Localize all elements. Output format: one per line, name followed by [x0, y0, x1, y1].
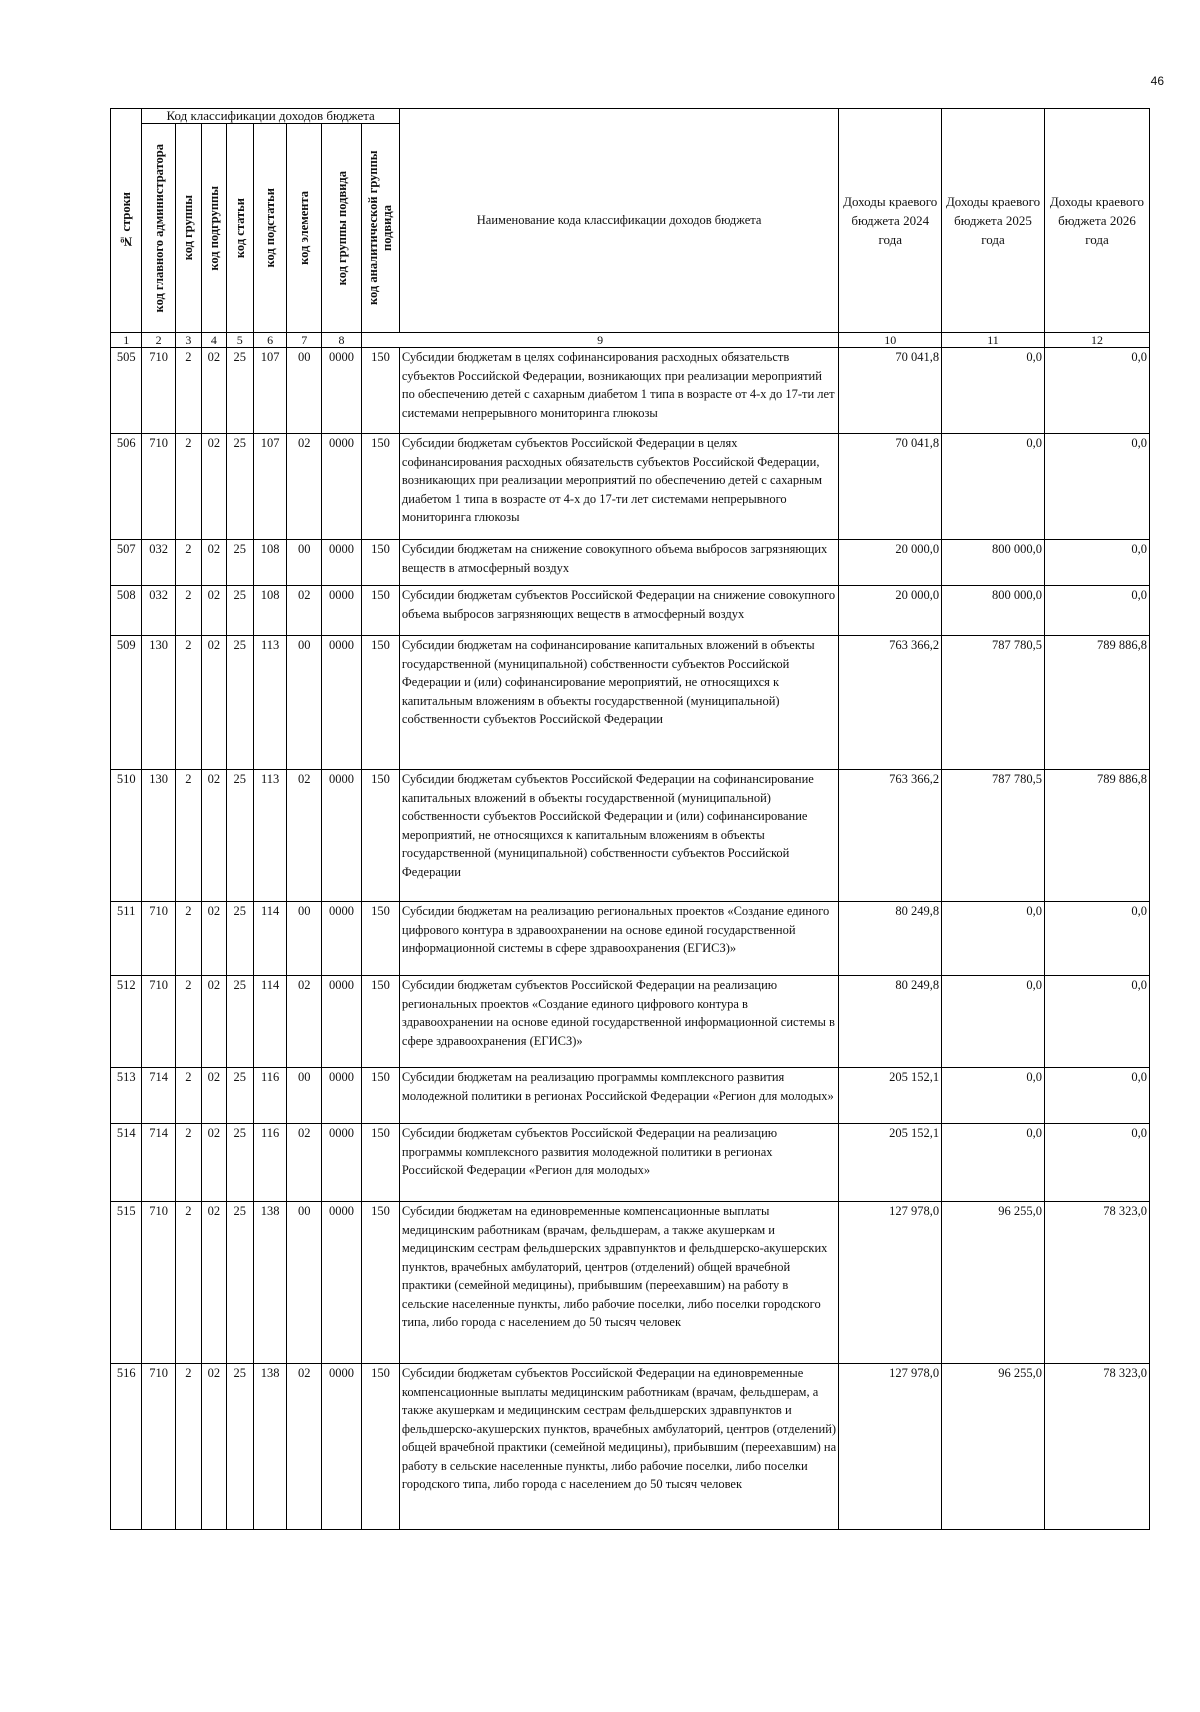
subgroup-code: 02	[201, 902, 226, 976]
admin-code: 710	[142, 1202, 176, 1364]
amount-2025: 787 780,5	[942, 770, 1045, 902]
analytic-group-code: 150	[362, 636, 400, 770]
table-row	[111, 1124, 1150, 1202]
subtype-group-code: 0000	[322, 1124, 362, 1202]
element-code: 00	[287, 348, 322, 434]
element-code: 00	[287, 902, 322, 976]
classification-name: Субсидии бюджетам на снижение совокупного объема выбросов загрязняющих веществ в атмосферный воздух	[399, 540, 838, 586]
classification-name: Субсидии бюджетам субъектов Российской Федерации в целях софинансирования расходных обязательств субъектов Российской Федерации, возникающих при реализации мероприятий по обеспечению детей с сахарным диабетом 1 типа в возрасте от 4-х до 17-ти лет системами непрерывного мониторинга глюкозы	[399, 434, 838, 540]
header-element	[287, 124, 322, 333]
analytic-group-code: 150	[362, 1202, 400, 1364]
amount-2024: 70 041,8	[839, 434, 942, 540]
subarticle-code: 108	[253, 586, 287, 636]
header-subarticle	[253, 124, 287, 333]
row-number: 514	[111, 1124, 142, 1202]
row-number: 516	[111, 1364, 142, 1530]
subtype-group-code: 0000	[322, 586, 362, 636]
amount-2024: 80 249,8	[839, 902, 942, 976]
column-number: 5	[226, 333, 253, 348]
analytic-group-code: 150	[362, 1124, 400, 1202]
analytic-group-code: 150	[362, 902, 400, 976]
classification-name: Субсидии бюджетам субъектов Российской Федерации на софинансирование капитальных вложений в объекты государственной (муниципальной) собственности субъектов Российской Федерации и (или) софинансирование мероприятий, не относящихся к капитальным вложениям в объекты государственной (муниципальной) собственности субъектов Российской Федерации	[399, 770, 838, 902]
row-number: 506	[111, 434, 142, 540]
header-year-2024: Доходы краевого бюджета 2024 года	[839, 109, 942, 333]
amount-2026: 0,0	[1044, 976, 1149, 1068]
subtype-group-code: 0000	[322, 770, 362, 902]
amount-2024: 205 152,1	[839, 1068, 942, 1124]
article-code: 25	[226, 434, 253, 540]
amount-2026: 78 323,0	[1044, 1202, 1149, 1364]
subarticle-code: 116	[253, 1068, 287, 1124]
amount-2025: 96 255,0	[942, 1364, 1045, 1530]
row-number: 515	[111, 1202, 142, 1364]
table-row	[111, 1364, 1150, 1530]
amount-2024: 70 041,8	[839, 348, 942, 434]
column-number: 12	[1044, 333, 1149, 348]
subgroup-code: 02	[201, 434, 226, 540]
header-group-label: код группы	[181, 195, 196, 261]
admin-code: 710	[142, 434, 176, 540]
column-number: 4	[201, 333, 226, 348]
group-code: 2	[175, 540, 201, 586]
article-code: 25	[226, 348, 253, 434]
element-code: 02	[287, 1364, 322, 1530]
subgroup-code: 02	[201, 770, 226, 902]
group-code: 2	[175, 1364, 201, 1530]
group-code: 2	[175, 1124, 201, 1202]
subtype-group-code: 0000	[322, 1068, 362, 1124]
classification-name: Субсидии бюджетам субъектов Российской Федерации на снижение совокупного объема выбросов загрязняющих веществ в атмосферный воздух	[399, 586, 838, 636]
subtype-group-code: 0000	[322, 540, 362, 586]
table-row	[111, 434, 1150, 540]
header-subgroup	[201, 124, 226, 333]
subarticle-code: 138	[253, 1364, 287, 1530]
row-number: 512	[111, 976, 142, 1068]
subarticle-code: 108	[253, 540, 287, 586]
article-code: 25	[226, 976, 253, 1068]
element-code: 00	[287, 540, 322, 586]
header-article-label: код статьи	[232, 197, 247, 259]
analytic-group-code: 150	[362, 1364, 400, 1530]
group-code: 2	[175, 434, 201, 540]
amount-2025: 0,0	[942, 976, 1045, 1068]
classification-name: Субсидии бюджетам субъектов Российской Федерации на единовременные компенсационные выплаты медицинским работникам (врачам, фельдшерам, а также акушеркам и медицинским сестрам фельдшерских здравпунктов и фельдшерско-акушерских пунктов, врачебных амбулаторий, центров (отделений) общей врачебной практики (семейной медицины), прибывшим (переехавшим) на работу в сельские населенные пункты, либо рабочие поселки, либо поселки городского типа, либо города с населением до 50 тысяч человек	[399, 1364, 838, 1530]
admin-code: 710	[142, 348, 176, 434]
column-number: 7	[287, 333, 322, 348]
amount-2026: 0,0	[1044, 434, 1149, 540]
page-number: 46	[1150, 74, 1164, 88]
classification-name: Субсидии бюджетам в целях софинансирования расходных обязательств субъектов Российской Федерации, возникающих при реализации мероприятий по обеспечению детей с сахарным диабетом 1 типа в возрасте от 4-х до 17-ти лет системами непрерывного мониторинга глюкозы	[399, 348, 838, 434]
element-code: 00	[287, 636, 322, 770]
article-code: 25	[226, 1124, 253, 1202]
row-number: 510	[111, 770, 142, 902]
subgroup-code: 02	[201, 1124, 226, 1202]
admin-code: 714	[142, 1124, 176, 1202]
admin-code: 130	[142, 636, 176, 770]
column-number: 8	[322, 333, 362, 348]
amount-2025: 0,0	[942, 348, 1045, 434]
article-code: 25	[226, 1068, 253, 1124]
subarticle-code: 116	[253, 1124, 287, 1202]
subarticle-code: 113	[253, 636, 287, 770]
header-row-no-label: № строки	[119, 192, 134, 249]
amount-2025: 787 780,5	[942, 636, 1045, 770]
subgroup-code: 02	[201, 540, 226, 586]
subarticle-code: 113	[253, 770, 287, 902]
header-subtype-analytic	[362, 124, 400, 333]
classification-name: Субсидии бюджетам на реализацию региональных проектов «Создание единого цифрового контура в здравоохранении на основе единой государственной информационной системы в сфере здравоохранения (ЕГИСЗ)»	[399, 902, 838, 976]
subarticle-code: 114	[253, 902, 287, 976]
group-code: 2	[175, 902, 201, 976]
admin-code: 130	[142, 770, 176, 902]
column-numbers-row	[111, 333, 1150, 348]
amount-2024: 127 978,0	[839, 1202, 942, 1364]
group-code: 2	[175, 976, 201, 1068]
subgroup-code: 02	[201, 976, 226, 1068]
row-number: 507	[111, 540, 142, 586]
header-year-2026: Доходы краевого бюджета 2026 года	[1044, 109, 1149, 333]
column-number: 10	[839, 333, 942, 348]
column-number: 6	[253, 333, 287, 348]
admin-code: 714	[142, 1068, 176, 1124]
element-code: 02	[287, 1124, 322, 1202]
column-number: 2	[142, 333, 176, 348]
amount-2026: 0,0	[1044, 1068, 1149, 1124]
table-row	[111, 636, 1150, 770]
subtype-group-code: 0000	[322, 1364, 362, 1530]
amount-2025: 800 000,0	[942, 586, 1045, 636]
element-code: 02	[287, 976, 322, 1068]
amount-2026: 0,0	[1044, 348, 1149, 434]
article-code: 25	[226, 636, 253, 770]
amount-2024: 205 152,1	[839, 1124, 942, 1202]
row-number: 513	[111, 1068, 142, 1124]
amount-2026: 0,0	[1044, 1124, 1149, 1202]
amount-2024: 127 978,0	[839, 1364, 942, 1530]
article-code: 25	[226, 902, 253, 976]
classification-name: Субсидии бюджетам субъектов Российской Федерации на реализацию региональных проектов «Создание единого цифрового контура в здравоохранении на основе единой государственной информационной системы в сфере здравоохранения (ЕГИСЗ)»	[399, 976, 838, 1068]
classification-name: Субсидии бюджетам субъектов Российской Федерации на реализацию программы комплексного развития молодежной политики в регионах Российской Федерации «Регион для молодых»	[399, 1124, 838, 1202]
amount-2024: 20 000,0	[839, 586, 942, 636]
amount-2025: 0,0	[942, 434, 1045, 540]
table-header	[111, 109, 1150, 348]
group-code: 2	[175, 1068, 201, 1124]
subtype-group-code: 0000	[322, 636, 362, 770]
amount-2026: 0,0	[1044, 540, 1149, 586]
subarticle-code: 138	[253, 1202, 287, 1364]
group-code: 2	[175, 636, 201, 770]
amount-2025: 96 255,0	[942, 1202, 1045, 1364]
header-article	[226, 124, 253, 333]
row-number: 511	[111, 902, 142, 976]
amount-2024: 80 249,8	[839, 976, 942, 1068]
table-row	[111, 770, 1150, 902]
amount-2025: 0,0	[942, 1124, 1045, 1202]
group-code: 2	[175, 348, 201, 434]
table-row	[111, 1202, 1150, 1364]
budget-table	[110, 108, 1150, 1530]
amount-2025: 0,0	[942, 1068, 1045, 1124]
table-row	[111, 540, 1150, 586]
element-code: 02	[287, 770, 322, 902]
amount-2026: 789 886,8	[1044, 636, 1149, 770]
subtype-group-code: 0000	[322, 1202, 362, 1364]
element-code: 00	[287, 1202, 322, 1364]
subarticle-code: 107	[253, 434, 287, 540]
row-number: 505	[111, 348, 142, 434]
article-code: 25	[226, 1202, 253, 1364]
group-code: 2	[175, 1202, 201, 1364]
analytic-group-code: 150	[362, 770, 400, 902]
header-subtype-group-label: код группы подвида	[334, 170, 349, 286]
amount-2025: 0,0	[942, 902, 1045, 976]
header-subarticle-label: код подстатьи	[263, 188, 278, 268]
table-row	[111, 976, 1150, 1068]
header-year-2025: Доходы краевого бюджета 2025 года	[942, 109, 1045, 333]
analytic-group-code: 150	[362, 1068, 400, 1124]
subtype-group-code: 0000	[322, 348, 362, 434]
subgroup-code: 02	[201, 1364, 226, 1530]
amount-2026: 0,0	[1044, 586, 1149, 636]
subgroup-code: 02	[201, 1068, 226, 1124]
article-code: 25	[226, 540, 253, 586]
header-subgroup-label: код подгруппы	[206, 185, 221, 271]
amount-2024: 20 000,0	[839, 540, 942, 586]
table-row	[111, 348, 1150, 434]
header-element-label: код элемента	[297, 191, 312, 265]
analytic-group-code: 150	[362, 434, 400, 540]
admin-code: 032	[142, 540, 176, 586]
element-code: 00	[287, 1068, 322, 1124]
header-subtype-analytic-label: код аналитической группы подвида	[366, 150, 395, 306]
column-number: 3	[175, 333, 201, 348]
header-subtype-group	[322, 124, 362, 333]
header-admin	[142, 124, 176, 333]
article-code: 25	[226, 1364, 253, 1530]
subgroup-code: 02	[201, 586, 226, 636]
header-admin-label: код главного администратора	[151, 143, 166, 313]
amount-2025: 800 000,0	[942, 540, 1045, 586]
element-code: 02	[287, 434, 322, 540]
admin-code: 032	[142, 586, 176, 636]
header-group	[175, 124, 201, 333]
analytic-group-code: 150	[362, 976, 400, 1068]
subarticle-code: 107	[253, 348, 287, 434]
table-row	[111, 586, 1150, 636]
subtype-group-code: 0000	[322, 434, 362, 540]
subgroup-code: 02	[201, 348, 226, 434]
column-number: 1	[111, 333, 142, 348]
article-code: 25	[226, 586, 253, 636]
amount-2026: 78 323,0	[1044, 1364, 1149, 1530]
subgroup-code: 02	[201, 636, 226, 770]
analytic-group-code: 150	[362, 348, 400, 434]
amount-2026: 0,0	[1044, 902, 1149, 976]
subtype-group-code: 0000	[322, 902, 362, 976]
subarticle-code: 114	[253, 976, 287, 1068]
amount-2024: 763 366,2	[839, 770, 942, 902]
table-row	[111, 1068, 1150, 1124]
header-classification-group: Код классификации доходов бюджета	[142, 109, 400, 124]
subtype-group-code: 0000	[322, 976, 362, 1068]
column-number: 9	[362, 333, 839, 348]
classification-name: Субсидии бюджетам на софинансирование капитальных вложений в объекты государственной (муниципальной) собственности субъектов Российской Федерации и (или) софинансирование мероприятий, не относящихся к капитальным вложениям в объекты государственной (муниципальной) собственности субъектов Российской Федерации	[399, 636, 838, 770]
subgroup-code: 02	[201, 1202, 226, 1364]
header-name: Наименование кода классификации доходов бюджета	[399, 109, 838, 333]
row-number: 508	[111, 586, 142, 636]
column-number: 11	[942, 333, 1045, 348]
group-code: 2	[175, 586, 201, 636]
admin-code: 710	[142, 976, 176, 1068]
classification-name: Субсидии бюджетам на единовременные компенсационные выплаты медицинским работникам (врачам, фельдшерам, а также акушеркам и медицинским сестрам фельдшерских здравпунктов и фельдшерско-акушерских пунктов, врачебных амбулаторий, центров (отделений) общей врачебной практики (семейной медицины), прибывшим (переехавшим) на работу в сельские населенные пункты, либо рабочие поселки, либо поселки городского типа, либо города с населением до 50 тысяч человек	[399, 1202, 838, 1364]
analytic-group-code: 150	[362, 540, 400, 586]
admin-code: 710	[142, 1364, 176, 1530]
table-row	[111, 902, 1150, 976]
classification-name: Субсидии бюджетам на реализацию программы комплексного развития молодежной политики в регионах Российской Федерации «Регион для молодых»	[399, 1068, 838, 1124]
admin-code: 710	[142, 902, 176, 976]
row-number: 509	[111, 636, 142, 770]
group-code: 2	[175, 770, 201, 902]
analytic-group-code: 150	[362, 586, 400, 636]
header-row-no	[111, 109, 142, 333]
amount-2026: 789 886,8	[1044, 770, 1149, 902]
article-code: 25	[226, 770, 253, 902]
element-code: 02	[287, 586, 322, 636]
amount-2024: 763 366,2	[839, 636, 942, 770]
